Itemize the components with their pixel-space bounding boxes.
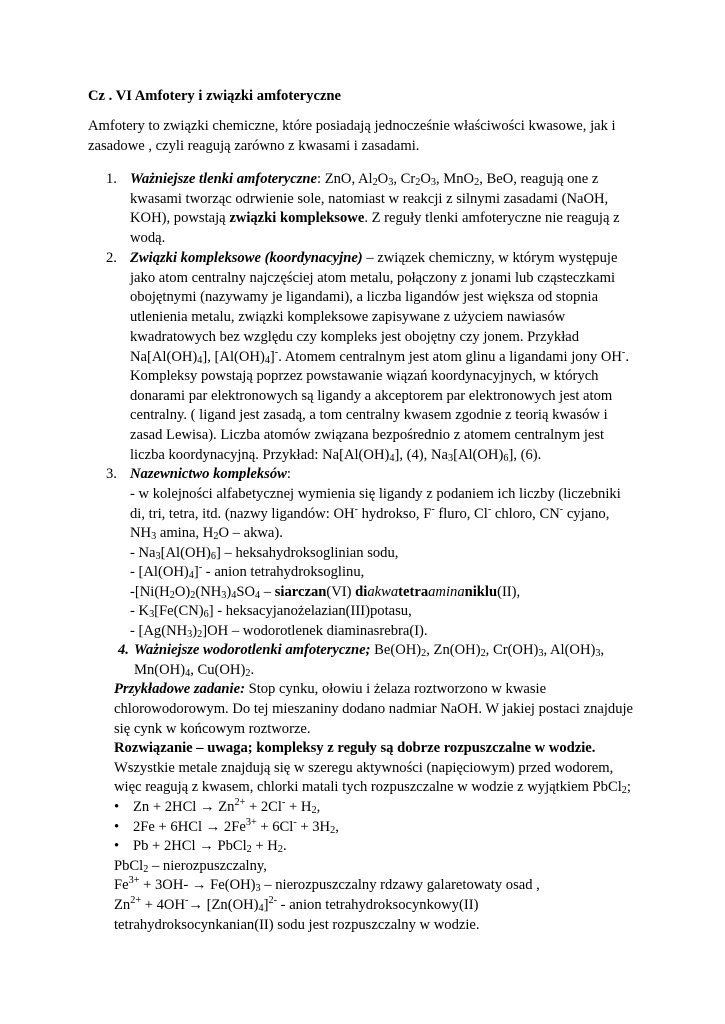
item-4-line-1: Ważniejsze wodorotlenki amfoteryczne; $Be(OH)_2$, $Zn(OH)_2$, $Cr(OH)_3$, $Al(OH)_3$, <box>134 642 605 659</box>
item-3-line-5: - $[Al(OH)_4]^-$ - anion tetrahydroksoglinu, <box>130 562 365 581</box>
item-2-line-2: jako atom centralny najczęściej atom metalu, połączony z jonami lub cząsteczkami <box>130 270 616 286</box>
item-4-line-2: $Mn(OH)_4$, $Cu(OH)_2$. <box>134 662 255 679</box>
solution-line-fe: $Fe^{3+} + 3OH- \to Fe(OH)_3$ – nierozpuszczalny rdzawy galaretowaty osad , <box>114 875 540 894</box>
item-1-line-3: KOH), powstają związki kompleksowe. Z reguły tlenki amfoteryczne nie reagują z <box>130 210 620 226</box>
solution-line-1: Wszystkie metale znajdują się w szeregu aktywności (napięciowym) przed wodorem, <box>114 760 614 776</box>
item-2-line-9: centralny. ( ligand jest zasadą, a tom centralny kwasem zgodnie z teorią kwasów i <box>130 407 608 423</box>
solution-line-pbcl2: PbCl$_2$ – nierozpuszczalny, <box>114 858 267 875</box>
solution-line-2: więc reagują z kwasem, chlorki matali tych rozpuszczalne w wodzie z wyjątkiem PbCl$_2$; <box>114 779 631 796</box>
example-line-3: się cynk w końcowym roztworze. <box>114 721 311 737</box>
solution-line-final: tetrahydroksocynkanian(II) sodu jest rozpuszczalny w wodzie. <box>114 917 480 933</box>
reaction-2: $2Fe + 6HCl \to 2Fe^{3+} + 6Cl^- + 3H_2$, <box>133 817 339 836</box>
item-2-number: 2. <box>106 250 117 266</box>
item-3-number: 3. <box>106 466 117 482</box>
item-3-line-4: - $Na_3[Al(OH)_6]$ – heksahydroksoglinian sodu, <box>130 545 399 562</box>
solution-heading: Rozwiązanie – uwaga; kompleksy z reguły są dobrze rozpuszczalne w wodzie. <box>114 740 596 756</box>
reaction-1: $Zn + 2HCl \to Zn^{2+} + 2Cl^- + H_2$, <box>133 797 321 816</box>
item-3-line-3: $NH_3$ amina, $H_2O$ – akwa). <box>130 525 283 542</box>
item-2-line-8: donarami par elektronowych są ligandy a akceptorem par elektronowych jest atom <box>130 388 613 404</box>
item-3-heading: Nazewnictwo kompleksów: <box>130 466 291 482</box>
item-2-line-1: Związki kompleksowe (koordynacyjne) – związek chemiczny, w którym występuje <box>130 250 618 266</box>
reaction-3: Pb + 2HCl → PbCl$_2$ + $H_2$. <box>133 838 287 855</box>
item-2-line-5: kwadratowych bez względu czy kompleks jest obojętny czy jonem. Przykład <box>130 329 580 345</box>
bullet-icon: • <box>114 799 120 815</box>
solution-line-zn: $Zn^{2+} + 4OH^-\to [Zn(OH)_4]^{2-}$ - anion tetrahydroksocynkowy(II) <box>114 895 479 914</box>
item-3-line-1: - w kolejności alfabetycznej wymienia się ligandy z podaniem ich liczby (liczebniki <box>130 486 621 502</box>
item-2-line-7: Kompleksy powstają poprzez powstawanie wiązań koordynacyjnych, w których <box>130 368 599 384</box>
example-line-1: Przykładowe zadanie: Stop cynku, ołowiu i żelaza roztworzono w kwasie <box>114 681 547 697</box>
item-2-line-4: utlenienia metalu, związki kompleksowe zapisywane z użyciem nawiasów <box>130 309 566 325</box>
item-1-number: 1. <box>106 171 117 187</box>
item-3-line-2: di, tri, tetra, itd. (nazwy ligandów: OH- hydrokso, F- fluro, Cl- chloro, CN- cyjano, <box>130 504 610 522</box>
item-3-line-6: $-[Ni(H_2O)_2(NH_3)_4SO_4$ – siarczan(VI) diakwatetraaminaniklu(II), <box>130 584 521 601</box>
item-3-line-8: - $[Ag(NH_3)_2]OH$ – wodorotlenek diaminasrebra(I). <box>130 623 428 640</box>
section-title: Cz . VI Amfotery i związki amfoteryczne <box>88 88 342 104</box>
item-1-line-2: kwasami tworząc odrwienie sole, natomiast w reakcji z silnymi zasadami (NaOH, <box>130 191 609 207</box>
item-2-line-10: zasad Lewisa). Liczba atomów związana bezpośrednio z atomem centralnym jest <box>130 427 605 443</box>
bullet-icon: • <box>114 819 120 835</box>
item-3-line-7: - $K_3[Fe(CN)_6]$ - heksacyjanożelazian(III)potasu, <box>130 603 412 620</box>
item-2-line-3: obojętnymi (nazywamy je ligandami), a liczba ligandów jest większa od stopnia <box>130 289 599 305</box>
item-1-line-1: Ważniejsze tlenki amfoteryczne: ZnO, $Al_2O_3$, $Cr_2O_3$, MnO$_2$, BeO, reagują one z <box>130 171 599 188</box>
item-2-line-6: $Na[Al(OH)_4]$, $[Al(OH)_4]^-$. Atomem centralnym jest atom glinu a ligandami jony OH-. <box>130 347 629 366</box>
intro-line-2: zasadowe , czyli reagują zarówno z kwasami i zasadami. <box>88 138 420 154</box>
item-2-line-11: liczba koordynacyjną. Przykład: $Na[Al(OH)_4]$, (4), $Na_3[Al(OH)_6]$, (6). <box>130 447 542 464</box>
intro-line-1: Amfotery to związki chemiczne, które posiadają jednocześnie właściwości kwasowe, jak i <box>88 118 616 134</box>
bullet-icon: • <box>114 838 120 854</box>
item-1-line-4: wodą. <box>130 230 166 246</box>
example-line-2: chlorowodorowym. Do tej mieszaniny dodano nadmiar NaOH. W jakiej postaci znajduje <box>114 701 634 717</box>
item-4-number: 4. <box>118 642 129 658</box>
